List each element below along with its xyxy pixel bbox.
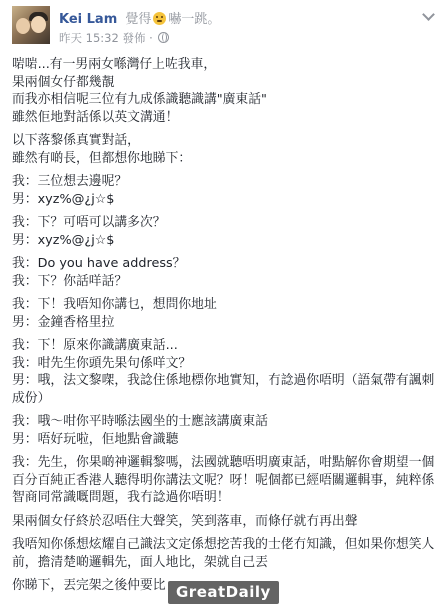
post-line: 我：三位想去邊呢？ (12, 174, 128, 189)
post-line: 以下落黎係真實對話， (12, 133, 140, 148)
post-paragraph (12, 255, 437, 290)
post-line: 男：xyz%@¿j☆$ (12, 232, 115, 248)
surprised-emoji-icon (153, 12, 166, 25)
post-line: 我：Do you have address？ (12, 256, 186, 271)
post-paragraph (12, 132, 437, 167)
post-line: 我：下！原來你識講廣東話... (12, 338, 178, 353)
author-avatar[interactable] (12, 6, 50, 44)
post-line: 而我亦相信呢三位有九成係識聽識講"廣東話" (12, 92, 267, 107)
post-paragraph (12, 454, 437, 507)
post-paragraph (12, 513, 437, 531)
post-paragraph (12, 56, 437, 126)
post-paragraph (12, 214, 437, 249)
post-line: 我：先生，你果啲神邏輯黎嗎，法國就聽唔明廣東話，咁點解你會期望一個百分百純正香港人聽得明你講法文呢？呀！呢個都已經唔關邏輯事，純粹係智商同常識嘅問題，我冇諗過你唔明！ (12, 455, 435, 505)
post-line: 男：哦，法文黎㗎，我諗住係地標你地實知，冇諗過你唔明（語氣帶有諷刺成份） (12, 373, 435, 406)
post-content (12, 56, 437, 601)
post-line: 雖然有啲長，但都想你地睇下： (12, 150, 192, 166)
posted-label: 發佈 · (122, 31, 153, 45)
post-line: 我：哦～咁你平時喺法國坐的士應該講廣東話 (12, 414, 268, 429)
post-paragraph (12, 413, 437, 448)
post-meta (59, 30, 169, 46)
author-line (59, 8, 220, 27)
post-line: 雖然佢地對話係以英文溝通！ (12, 109, 179, 125)
post-line: 我唔知你係想炫耀自己識法文定係想挖苦我的士佬冇知識，但如果你想笑人前，擔清楚啲邏輯先，面人地比，架就自己丟 (12, 537, 435, 570)
post-line: 啱啱...有一男兩女喺灣仔上咗我車， (12, 57, 217, 72)
post-line: 我：下？可唔可以講多次？ (12, 215, 166, 230)
watermark-logo: GreatDaily (168, 581, 279, 604)
post-line: 男：金鐘香格里拉 (12, 314, 115, 330)
post-line: 果兩個女仔都幾靚 (12, 74, 115, 90)
post-paragraph (12, 173, 437, 208)
post-paragraph (12, 337, 437, 407)
post-line: 男：唔好玩啦，佢地點會識聽 (12, 431, 179, 447)
post-timestamp[interactable]: 昨天 15:32 (59, 31, 119, 45)
author-name[interactable]: Kei Lam (59, 12, 118, 27)
feeling-prefix: 覺得 (125, 12, 152, 27)
post-line: 男：xyz%@¿j☆$ (12, 191, 115, 207)
post-line: 我：下？你話咩話？ (12, 273, 128, 289)
avatar-face (16, 18, 30, 34)
post-line: 我：下！我唔知你講乜，想問你地址 (12, 297, 217, 312)
post-line: 果兩個女仔終於忍唔住大聲笑，笑到落車，而條仔就冇再出聲 (12, 513, 358, 529)
post-line: 我：咁先生你頭先果句係咩文？ (12, 355, 192, 371)
post-header (0, 0, 441, 50)
feeling-text: 嚇一跳。 (168, 12, 221, 27)
chevron-down-icon[interactable] (422, 8, 435, 21)
post-line: 你睇下，丟完架之後仲要比 (12, 578, 166, 593)
avatar-face (31, 16, 46, 33)
globe-icon[interactable] (158, 32, 169, 43)
post-paragraph (12, 296, 437, 331)
post-paragraph (12, 536, 437, 571)
